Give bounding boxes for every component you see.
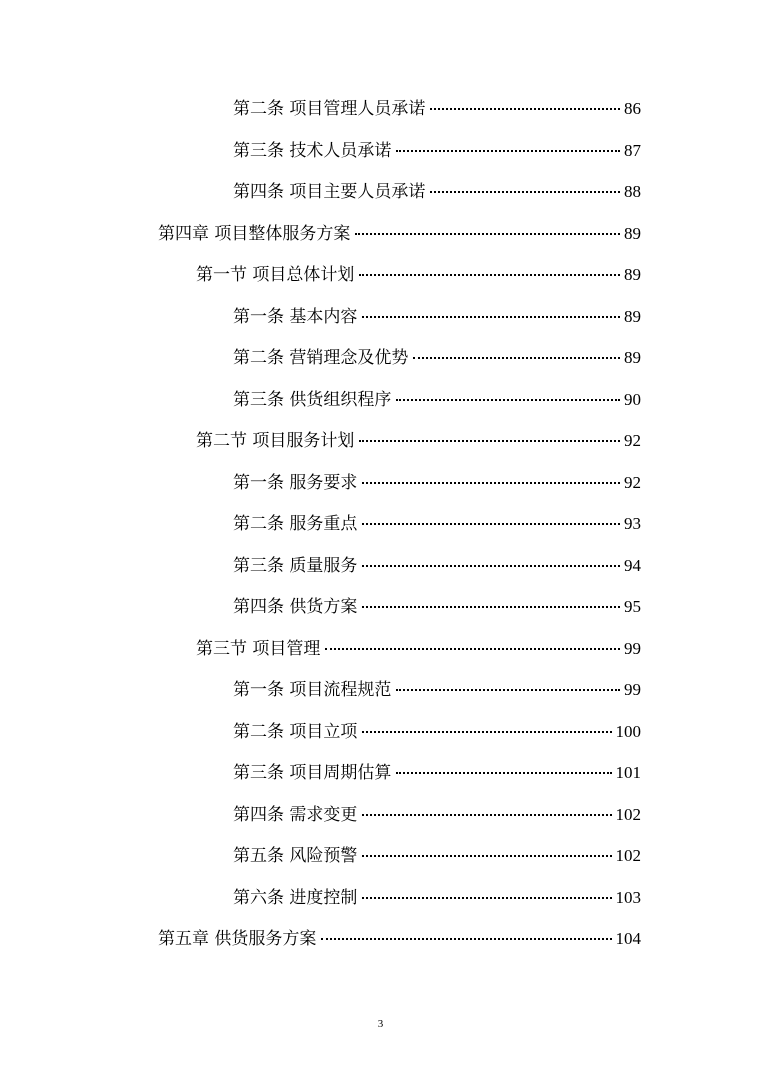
toc-entry-title: 第二条 项目立项 — [233, 722, 358, 742]
toc-dot-leader — [396, 771, 611, 774]
toc-dot-leader — [396, 688, 620, 691]
toc-entry-article[interactable] — [233, 511, 641, 537]
toc-dot-leader — [362, 730, 611, 733]
toc-entry-title: 第四章 项目整体服务方案 — [158, 224, 351, 244]
toc-entry-page: 86 — [624, 99, 641, 118]
toc-entry-article[interactable] — [233, 802, 641, 828]
toc-entry-title: 第三条 供货组织程序 — [233, 390, 392, 410]
toc-entry-title: 第二条 服务重点 — [233, 514, 358, 534]
toc-entry-page: 88 — [624, 182, 641, 201]
toc-dot-leader — [430, 190, 620, 193]
toc-entry-article[interactable] — [233, 885, 641, 911]
toc-dot-leader — [359, 439, 620, 442]
toc-dot-leader — [362, 896, 611, 899]
toc-entry-page: 99 — [624, 680, 641, 699]
toc-entry-title: 第二节 项目服务计划 — [196, 431, 355, 451]
toc-entry-article[interactable] — [233, 677, 641, 703]
toc-entry-title: 第三条 项目周期估算 — [233, 763, 392, 783]
toc-entry-title: 第五条 风险预警 — [233, 846, 358, 866]
toc-dot-leader — [321, 937, 611, 940]
toc-dot-leader — [362, 481, 620, 484]
toc-entry-page: 100 — [615, 722, 641, 741]
toc-entry-page: 89 — [624, 307, 641, 326]
toc-entry-page: 104 — [615, 929, 641, 948]
toc-entry-page: 95 — [624, 597, 641, 616]
toc-entry-page: 99 — [624, 639, 641, 658]
toc-entry-article[interactable] — [233, 843, 641, 869]
toc-entry-title: 第一节 项目总体计划 — [196, 265, 355, 285]
toc-entry-title: 第三条 质量服务 — [233, 556, 358, 576]
toc-entry-page: 89 — [624, 224, 641, 243]
toc-dot-leader — [359, 273, 620, 276]
toc-dot-leader — [362, 813, 611, 816]
toc-dot-leader — [396, 398, 620, 401]
toc-entry-page: 94 — [624, 556, 641, 575]
toc-dot-leader — [413, 356, 620, 359]
toc-entry-title: 第五章 供货服务方案 — [158, 929, 317, 949]
toc-dot-leader — [362, 315, 620, 318]
toc-dot-leader — [362, 854, 611, 857]
toc-entry-page: 89 — [624, 348, 641, 367]
toc-entry-title: 第二条 项目管理人员承诺 — [233, 99, 426, 119]
toc-entry-article[interactable] — [233, 387, 641, 413]
toc-dot-leader — [355, 232, 620, 235]
toc-dot-leader — [325, 647, 620, 650]
toc-entry-title: 第三条 技术人员承诺 — [233, 141, 392, 161]
toc-entry-page: 102 — [615, 805, 641, 824]
toc-dot-leader — [362, 605, 620, 608]
toc-entry-article[interactable] — [233, 470, 641, 496]
toc-dot-leader — [362, 522, 620, 525]
toc-entry-title: 第一条 基本内容 — [233, 307, 358, 327]
toc-entry-page: 92 — [624, 473, 641, 492]
toc-entry-section[interactable] — [196, 636, 641, 662]
toc-entry-title: 第四条 需求变更 — [233, 805, 358, 825]
toc-entry-article[interactable] — [233, 594, 641, 620]
toc-entry-article[interactable] — [233, 179, 641, 205]
toc-entry-page: 87 — [624, 141, 641, 160]
toc-entry-page: 92 — [624, 431, 641, 450]
page-number: 3 — [377, 1018, 384, 1030]
toc-entry-page: 103 — [615, 888, 641, 907]
toc-entry-section[interactable] — [196, 262, 641, 288]
toc-entry-article[interactable] — [233, 304, 641, 330]
toc-entry-page: 93 — [624, 514, 641, 533]
toc-entry-article[interactable] — [233, 138, 641, 164]
toc-entry-article[interactable] — [233, 719, 641, 745]
toc-entry-page: 89 — [624, 265, 641, 284]
toc-entry-title: 第四条 供货方案 — [233, 597, 358, 617]
toc-entry-title: 第三节 项目管理 — [196, 639, 321, 659]
toc-entry-title: 第一条 服务要求 — [233, 473, 358, 493]
toc-entry-article[interactable] — [233, 345, 641, 371]
toc-entry-title: 第二条 营销理念及优势 — [233, 348, 409, 368]
toc-entry-page: 102 — [615, 846, 641, 865]
toc-entry-section[interactable] — [196, 428, 641, 454]
toc-entry-chapter[interactable] — [158, 221, 641, 247]
toc-entry-page: 101 — [615, 763, 641, 782]
toc-entry-article[interactable] — [233, 553, 641, 579]
toc-entry-page: 90 — [624, 390, 641, 409]
toc-entry-article[interactable] — [233, 96, 641, 122]
toc-entry-chapter[interactable] — [158, 926, 641, 952]
toc-entry-title: 第四条 项目主要人员承诺 — [233, 182, 426, 202]
toc-entry-title: 第六条 进度控制 — [233, 888, 358, 908]
toc-dot-leader — [430, 107, 620, 110]
toc-dot-leader — [396, 149, 620, 152]
toc-dot-leader — [362, 564, 620, 567]
toc-entry-article[interactable] — [233, 760, 641, 786]
toc-entry-title: 第一条 项目流程规范 — [233, 680, 392, 700]
